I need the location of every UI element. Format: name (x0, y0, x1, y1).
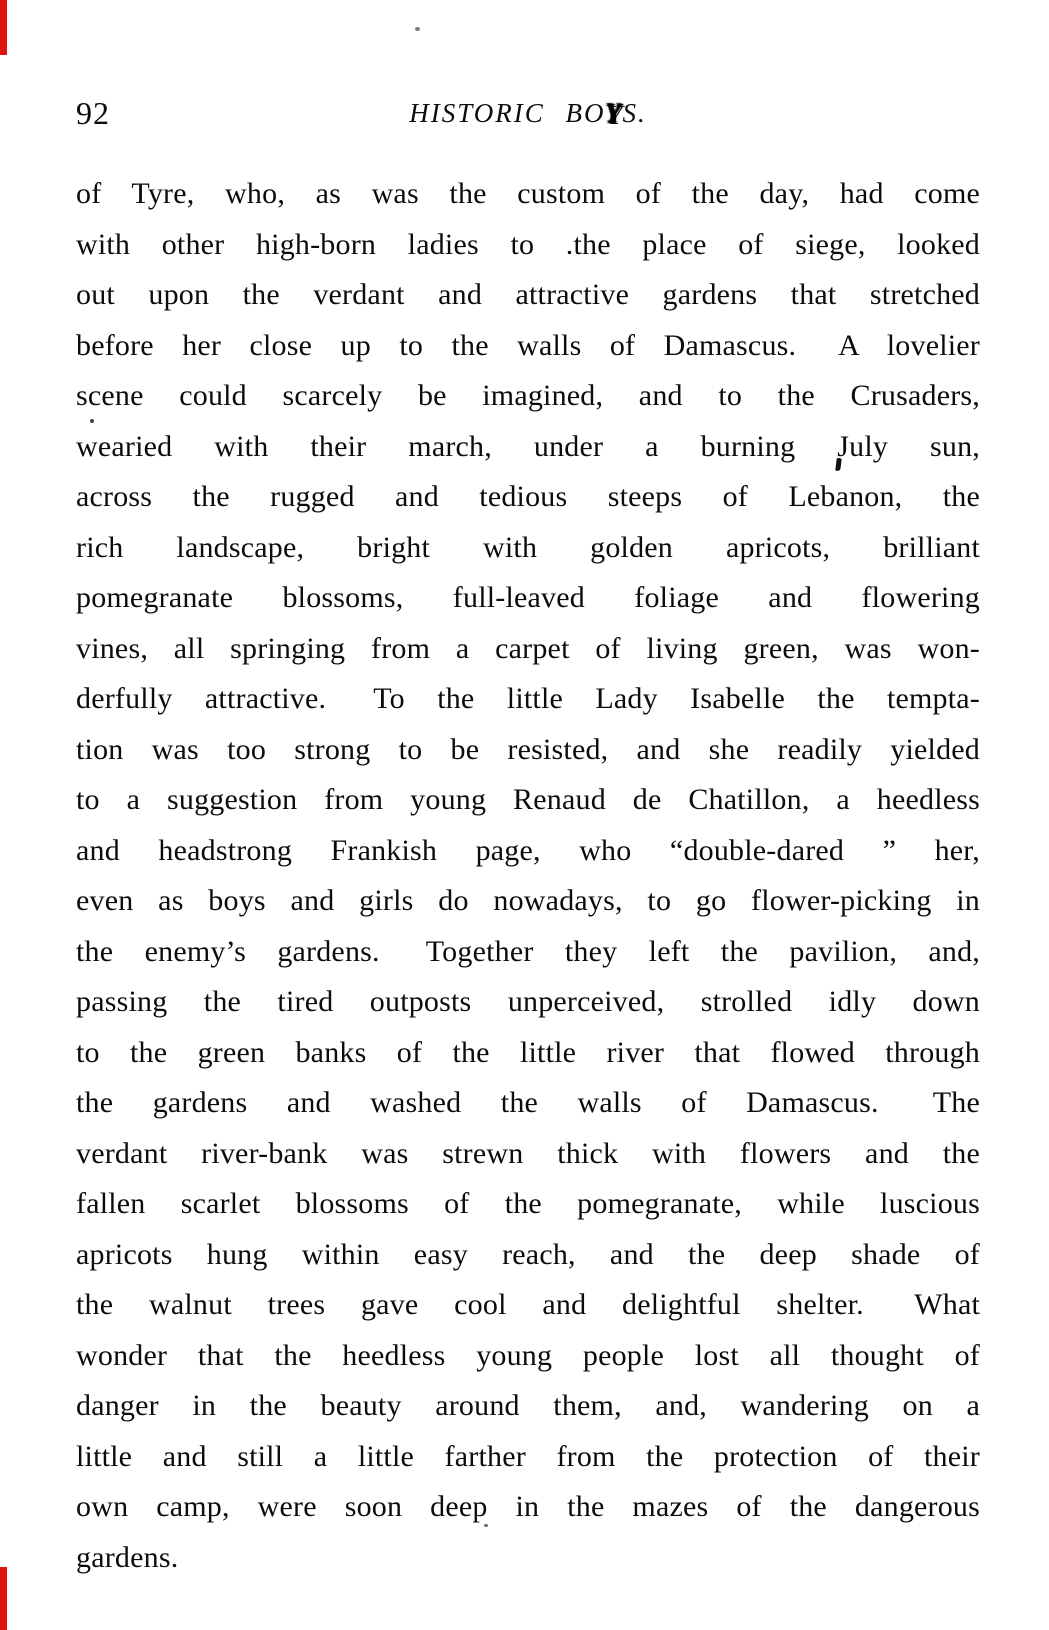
text-line: fallen scarlet blossoms of the pomegranate, while luscious (76, 1187, 980, 1220)
text-line: passing the tired outposts unperceived, strolled idly down (76, 985, 980, 1018)
text-line: and headstrong Frankish page, who “double-dared ” her, (76, 833, 980, 867)
text-line: the gardens and washed the walls of Damascus. The (76, 1086, 980, 1119)
text-line: to a suggestion from young Renaud de Chatillon, a heedless (76, 783, 980, 816)
text-line: little and still a little farther from the protection of their (76, 1439, 980, 1473)
smudged-letter: Y (605, 98, 623, 128)
running-header (76, 96, 980, 136)
text-line: the walnut trees gave cool and delightful shelter. What (76, 1288, 980, 1321)
text-line: rich landscape, bright with golden apricots, brilliant (76, 530, 980, 564)
text-line: own camp, were soon deep in the mazes of the dangerous (76, 1490, 980, 1523)
text-line: before her close up to the walls of Damascus. A lovelier (76, 328, 980, 362)
scan-edge-mark-top (0, 0, 7, 55)
text-line: across the rugged and tedious steeps of Lebanon, the (76, 480, 980, 513)
text-line: scene could scarcely be imagined, and to the Crusaders, (76, 379, 980, 412)
text-line: to the green banks of the little river that flowed through (76, 1035, 980, 1069)
body-text-block (76, 169, 980, 1583)
text-line: gardens. (76, 1540, 179, 1574)
ink-speck (415, 27, 420, 31)
running-header-text-pre: HISTORIC BO (409, 98, 606, 128)
text-line: wearied with their march, under a burning July sun, (76, 429, 980, 463)
text-line: tion was too strong to be resisted, and she readily yielded (76, 732, 980, 766)
text-line: derfully attractive. To the little Lady Isabelle the tempta- (76, 682, 980, 715)
text-line: danger in the beauty around them, and, wandering on a (76, 1389, 980, 1422)
running-header-text-post: S. (622, 98, 647, 128)
text-line: apricots hung within easy reach, and the deep shade of (76, 1237, 980, 1271)
scan-edge-mark-bottom (0, 1567, 7, 1630)
text-line: out upon the verdant and attractive gardens that stretched (76, 278, 980, 311)
text-line: pomegranate blossoms, full-leaved foliage and flowering (76, 581, 980, 614)
text-line: vines, all springing from a carpet of living green, was won- (76, 631, 980, 665)
page-number: 92 (76, 95, 110, 131)
text-line: verdant river-bank was strewn thick with flowers and the (76, 1136, 980, 1170)
running-header-title (76, 96, 980, 130)
text-line: of Tyre, who, as was the custom of the day, had come (76, 177, 980, 210)
text-line: with other high-born ladies to .the place of siege, looked (76, 227, 980, 261)
text-line: wonder that the heedless young people lost all thought of (76, 1338, 980, 1372)
text-line: the enemy’s gardens. Together they left the pavilion, and, (76, 934, 980, 968)
text-line: even as boys and girls do nowadays, to go flower-picking in (76, 884, 980, 917)
